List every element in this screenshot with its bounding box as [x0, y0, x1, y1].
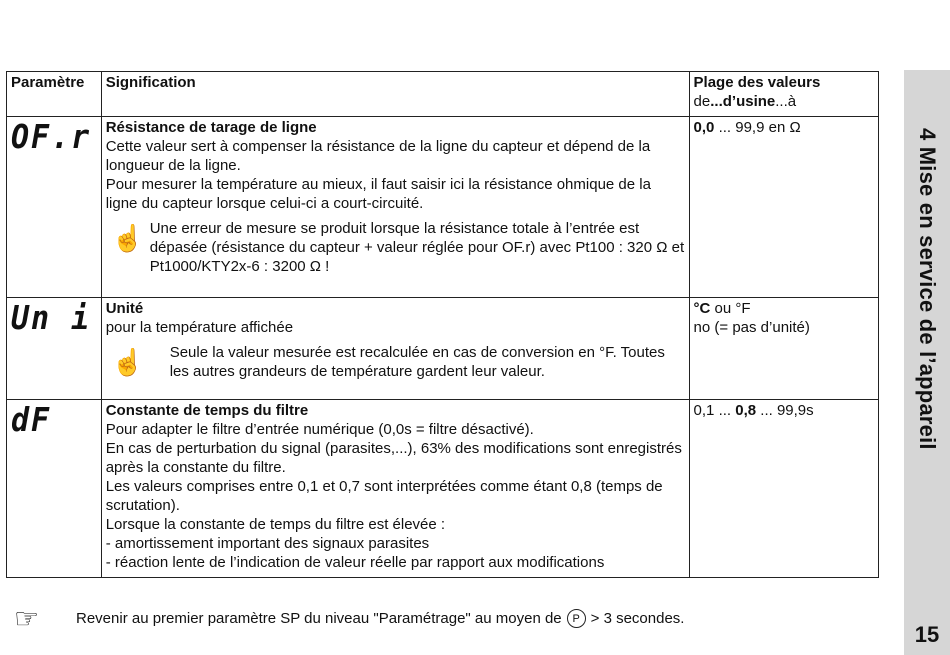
- param-code-cell: [7, 298, 102, 400]
- param-description: Les valeurs comprises entre 0,1 et 0,7 sont interprétées comme étant 0,8 (temps de scrutation).: [105, 478, 663, 514]
- range-default: 0,0: [693, 119, 715, 136]
- table-header-row: [7, 72, 879, 117]
- param-description: Cette valeur sert à compenser la résistance de la ligne du capteur et dépend de la longueur de la ligne.: [105, 138, 651, 174]
- range-text: ... 99,9s: [756, 402, 814, 419]
- footer-text-after: > 3 secondes.: [590, 610, 685, 627]
- param-description: Pour mesurer la température au mieux, il faut saisir ici la résistance ohmique de la ligne du capteur lorsque celui-ci a court-circuité.: [105, 176, 651, 212]
- parameter-table: [6, 71, 879, 578]
- pointing-hand-icon: ☞: [14, 603, 40, 634]
- header-range: [689, 72, 878, 117]
- header-range-sub: de...d’usine...à: [693, 93, 797, 110]
- param-title: Unité: [105, 300, 144, 317]
- range-cell: [689, 298, 878, 400]
- segment-display-code: Un i: [11, 299, 92, 338]
- meaning-cell: [101, 298, 689, 400]
- header-range-title: Plage des valeurs: [693, 74, 821, 91]
- param-description: Lorsque la constante de temps du filtre est élevée :: [105, 516, 446, 533]
- range-default: 0,8: [735, 402, 757, 419]
- param-code-cell: [7, 400, 102, 578]
- range-text: ... 99,9 en Ω: [714, 119, 801, 136]
- note-text: Seule la valeur mesurée est recalculée en cas de conversion en °F. Toutes les autres grandeurs de température gardent leur valeur.: [169, 344, 665, 380]
- footer-text: Revenir au premier paramètre SP du niveau "Paramétrage" au moyen de: [76, 610, 562, 627]
- range-default: °C: [693, 300, 711, 317]
- param-title: Constante de temps du filtre: [105, 402, 309, 419]
- meaning-cell: [101, 400, 689, 578]
- note-block: [112, 343, 685, 381]
- footer-note: [14, 602, 894, 635]
- table-row: [7, 298, 879, 400]
- segment-display-code: OF.r: [11, 118, 92, 157]
- segment-display-code: dF: [11, 401, 52, 440]
- param-code-cell: [7, 117, 102, 298]
- table-row: [7, 117, 879, 298]
- param-description: - réaction lente de l’indication de valeur réelle par rapport aux modifications: [105, 554, 605, 571]
- note-text: Une erreur de mesure se produit lorsque la résistance totale à l’entrée est dépasée (résistance du capteur + valeur réglée pour OF.r) avec Pt100 : 320 Ω et Pt1000/KTY2x-6 : 3200 Ω !: [149, 220, 685, 275]
- range-text: ou °F: [710, 300, 751, 317]
- range-text: 0,1 ...: [693, 402, 736, 419]
- param-description: pour la température affichée: [105, 319, 294, 336]
- pointing-hand-icon: ☝: [111, 347, 145, 377]
- table-row: [7, 400, 879, 578]
- param-description: En cas de perturbation du signal (parasites,...), 63% des modifications sont enregistrés après la constante du filtre.: [105, 440, 682, 476]
- header-param: Paramètre: [7, 72, 102, 117]
- range-cell: [689, 117, 878, 298]
- pointing-hand-icon: ☝: [111, 223, 145, 253]
- param-description: - amortissement important des signaux parasites: [105, 535, 430, 552]
- page-number: 15: [914, 622, 940, 647]
- param-description: Pour adapter le filtre d’entrée numérique (0,0s = filtre désactivé).: [105, 421, 534, 438]
- p-key-icon: P: [567, 609, 586, 628]
- param-title: Résistance de tarage de ligne: [105, 119, 317, 136]
- chapter-title: [904, 128, 950, 548]
- range-cell: [689, 400, 878, 578]
- meaning-cell: [101, 117, 689, 298]
- note-block: [112, 219, 685, 276]
- range-text-line2: no (= pas d’unité): [693, 319, 810, 336]
- chapter-title-text: 4 Mise en service de l’appareil: [915, 128, 940, 450]
- header-meaning: Signification: [101, 72, 689, 117]
